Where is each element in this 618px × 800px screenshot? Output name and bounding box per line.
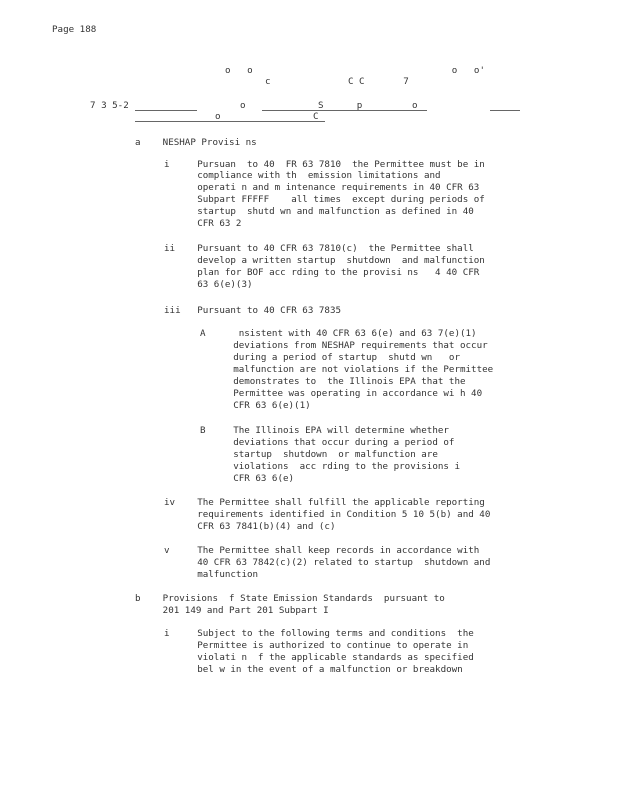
a-ii-line: develop a written startup shutdown and malfunction bbox=[164, 255, 485, 266]
a-iii-B-line: startup shutdown or malfunction are bbox=[200, 449, 438, 460]
a-iii-A-line: demonstrates to the Illinois EPA that the bbox=[200, 376, 466, 387]
a-iv-line: requirements identified in Condition 5 10 5(b) and 40 bbox=[164, 509, 491, 520]
b-i-line: Permittee is authorized to continue to operate in bbox=[164, 640, 469, 651]
a-iii-line: iii Pursuant to 40 CFR 63 7835 bbox=[164, 305, 342, 316]
a-v-line: v The Permittee shall keep records in accordance with bbox=[164, 545, 480, 556]
a-iii-B-line: deviations that occur during a period of bbox=[200, 437, 455, 448]
b-i-line: violati n f the applicable standards as specified bbox=[164, 652, 474, 663]
a-iii-A-line: A nsistent with 40 CFR 63 6(e) and 63 7(e)(1) bbox=[200, 328, 477, 339]
b-i-line: i Subject to the following terms and conditions the bbox=[164, 628, 474, 639]
a-iii-A-line: deviations from NESHAP requirements that occur bbox=[200, 340, 488, 351]
a-i-line: CFR 63 2 bbox=[164, 218, 242, 229]
a-iv-line: iv The Permittee shall fulfill the applicable reporting bbox=[164, 497, 485, 508]
a-ii-line: 63 6(e)(3) bbox=[164, 279, 253, 290]
a-v-line: 40 CFR 63 7842(c)(2) related to startup shutdown and bbox=[164, 557, 491, 568]
section-b-title: b Provisions f State Emission Standards pursuant to bbox=[135, 593, 445, 604]
header-line-3-text: S p o bbox=[318, 100, 418, 111]
a-iii-B-line: violations acc rding to the provisions i bbox=[200, 461, 460, 472]
a-ii-line: plan for BOF acc rding to the provisi ns 4 40 CFR bbox=[164, 267, 480, 278]
header-blank-line bbox=[135, 110, 197, 111]
page-label: Page 188 bbox=[52, 24, 97, 35]
header-blank-line bbox=[490, 110, 520, 111]
a-iii-B-line: CFR 63 6(e) bbox=[200, 473, 295, 484]
a-iv-line: CFR 63 7841(b)(4) and (c) bbox=[164, 521, 336, 532]
header-line-3-o: o bbox=[240, 100, 246, 111]
section-a-title: a NESHAP Provisi ns bbox=[135, 137, 257, 148]
a-iii-A-line: Permittee was operating in accordance wi h 40 bbox=[200, 388, 483, 399]
a-ii-line: ii Pursuant to 40 CFR 63 7810(c) the Permittee shall bbox=[164, 243, 474, 254]
a-iii-A-line: malfunction are not violations if the Permittee bbox=[200, 364, 494, 375]
header-line-4-o: o bbox=[215, 111, 221, 122]
b-i-line: bel w in the event of a malfunction or breakdown bbox=[164, 664, 463, 675]
a-i-line: i Pursuan to 40 FR 63 7810 the Permittee must be in bbox=[164, 159, 485, 170]
a-i-line: Subpart FFFFF all times except during periods of bbox=[164, 194, 485, 205]
section-number: 7 3 5-2 bbox=[90, 100, 129, 111]
a-iii-B-line: B The Illinois EPA will determine whether bbox=[200, 425, 449, 436]
a-v-line: malfunction bbox=[164, 569, 259, 580]
section-b-title: 201 149 and Part 201 Subpart I bbox=[135, 605, 329, 616]
a-iii-A-line: CFR 63 6(e)(1) bbox=[200, 400, 311, 411]
header-line-1: o o o o' bbox=[225, 65, 485, 76]
a-i-line: startup shutd wn and malfunction as defined in 40 bbox=[164, 206, 474, 217]
a-iii-A-line: during a period of startup shutd wn or bbox=[200, 352, 460, 363]
header-blank-line bbox=[135, 121, 325, 122]
a-i-line: operati n and m intenance requirements in 40 CFR 63 bbox=[164, 182, 480, 193]
header-line-4-c: C bbox=[313, 111, 319, 122]
header-blank-line bbox=[262, 110, 427, 111]
a-i-line: compliance with th emission limitations and bbox=[164, 170, 441, 181]
header-line-2: c C C 7 bbox=[265, 76, 409, 87]
